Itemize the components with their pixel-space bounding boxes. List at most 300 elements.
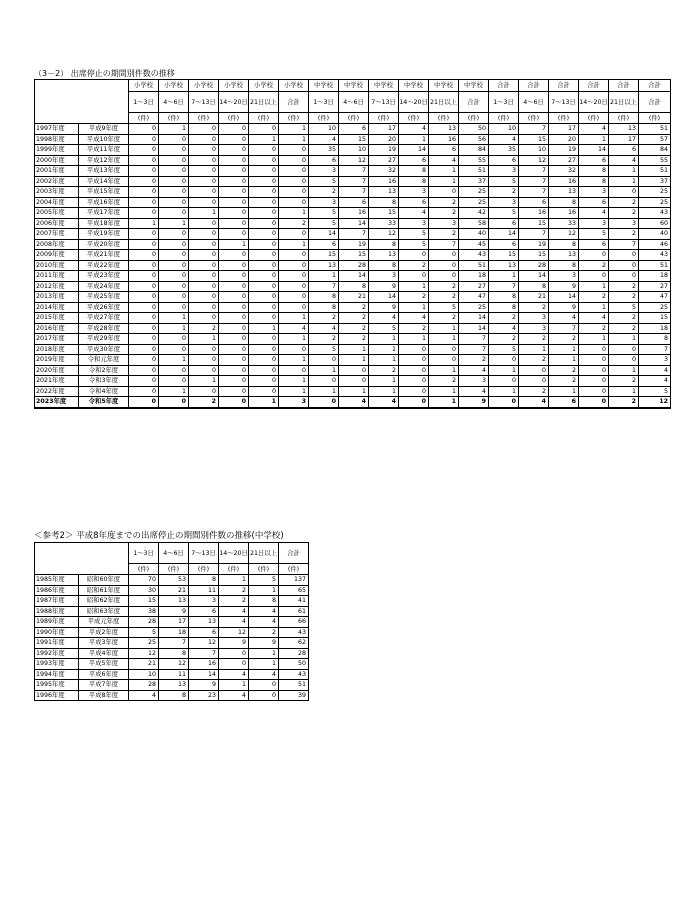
- year-cell: 2020年度: [35, 365, 79, 376]
- school-level-header: 小学校: [219, 80, 249, 92]
- era-cell: 平成24年度: [79, 281, 129, 292]
- school-level-header: 小学校: [159, 80, 189, 92]
- count-cell: 39: [279, 690, 309, 701]
- count-cell: 1: [549, 386, 579, 397]
- year-cell: 2002年度: [35, 176, 79, 187]
- count-cell: 1: [429, 397, 459, 408]
- table-row: [35, 208, 671, 219]
- table-row: [35, 355, 671, 366]
- count-cell: 6: [189, 627, 219, 638]
- count-cell: 1: [369, 334, 399, 345]
- count-cell: 13: [429, 124, 459, 135]
- count-cell: 5: [129, 627, 159, 638]
- count-cell: 0: [399, 344, 429, 355]
- count-cell: 14: [459, 313, 489, 324]
- count-cell: 3: [489, 166, 519, 177]
- year-cell: 2014年度: [35, 302, 79, 313]
- count-cell: 4: [369, 313, 399, 324]
- period-header: 21日以上: [249, 92, 279, 113]
- count-cell: 2: [429, 197, 459, 208]
- count-cell: 3: [639, 355, 671, 366]
- count-cell: 1: [279, 376, 309, 387]
- header-blank: [35, 80, 129, 124]
- count-cell: 50: [459, 124, 489, 135]
- count-cell: 0: [189, 313, 219, 324]
- count-cell: 8: [549, 239, 579, 250]
- count-cell: 0: [429, 344, 459, 355]
- count-cell: 2: [609, 313, 639, 324]
- count-cell: 1: [579, 281, 609, 292]
- count-cell: 0: [189, 124, 219, 135]
- count-cell: 4: [219, 617, 249, 628]
- count-cell: 10: [129, 669, 159, 680]
- count-cell: 14: [399, 145, 429, 156]
- count-cell: 0: [249, 680, 279, 691]
- count-cell: 8: [369, 239, 399, 250]
- count-cell: 0: [219, 134, 249, 145]
- count-cell: 0: [129, 124, 159, 135]
- count-cell: 2: [219, 596, 249, 607]
- era-cell: 平成25年度: [79, 292, 129, 303]
- count-cell: 27: [549, 155, 579, 166]
- count-cell: 0: [249, 166, 279, 177]
- count-cell: 45: [459, 239, 489, 250]
- count-cell: 9: [369, 281, 399, 292]
- table-row: [35, 575, 309, 586]
- count-cell: 6: [579, 239, 609, 250]
- count-cell: 0: [249, 208, 279, 219]
- count-cell: 1: [429, 323, 459, 334]
- count-cell: 4: [219, 669, 249, 680]
- count-cell: 51: [459, 260, 489, 271]
- count-cell: 0: [219, 281, 249, 292]
- count-cell: 2: [399, 292, 429, 303]
- count-cell: 0: [159, 376, 189, 387]
- count-cell: 4: [279, 323, 309, 334]
- count-cell: 7: [609, 239, 639, 250]
- count-cell: 0: [219, 271, 249, 282]
- count-cell: 1: [159, 323, 189, 334]
- table-row: [35, 229, 671, 240]
- unit-header: (件): [249, 564, 279, 575]
- count-cell: 0: [249, 229, 279, 240]
- table-row: [35, 302, 671, 313]
- count-cell: 9: [549, 281, 579, 292]
- era-cell: 平成11年度: [79, 145, 129, 156]
- count-cell: 2: [189, 323, 219, 334]
- count-cell: 58: [459, 218, 489, 229]
- count-cell: 25: [639, 187, 671, 198]
- count-cell: 2: [399, 260, 429, 271]
- count-cell: 0: [579, 376, 609, 387]
- count-cell: 1: [369, 344, 399, 355]
- count-cell: 9: [189, 680, 219, 691]
- count-cell: 53: [159, 575, 189, 586]
- count-cell: 16: [339, 208, 369, 219]
- count-cell: 15: [129, 596, 159, 607]
- table-row: [35, 187, 671, 198]
- count-cell: 1: [249, 134, 279, 145]
- count-cell: 3: [579, 218, 609, 229]
- unit-header: (件): [549, 113, 579, 124]
- count-cell: 20: [369, 134, 399, 145]
- count-cell: 1: [609, 176, 639, 187]
- count-cell: 0: [159, 229, 189, 240]
- count-cell: 0: [279, 176, 309, 187]
- count-cell: 10: [489, 124, 519, 135]
- count-cell: 19: [339, 239, 369, 250]
- count-cell: 0: [129, 134, 159, 145]
- count-cell: 0: [129, 365, 159, 376]
- count-cell: 0: [309, 376, 339, 387]
- year-cell: 2010年度: [35, 260, 79, 271]
- count-cell: 0: [189, 386, 219, 397]
- count-cell: 17: [549, 124, 579, 135]
- count-cell: 7: [159, 638, 189, 649]
- count-cell: 0: [159, 292, 189, 303]
- count-cell: 66: [279, 617, 309, 628]
- count-cell: 25: [639, 197, 671, 208]
- count-cell: 9: [369, 302, 399, 313]
- count-cell: 3: [399, 187, 429, 198]
- count-cell: 5: [639, 386, 671, 397]
- count-cell: 7: [519, 176, 549, 187]
- count-cell: 0: [429, 355, 459, 366]
- count-cell: 0: [219, 659, 249, 670]
- count-cell: 12: [339, 155, 369, 166]
- era-cell: 令和4年度: [79, 386, 129, 397]
- school-level-header: 合計: [549, 80, 579, 92]
- count-cell: 4: [249, 617, 279, 628]
- count-cell: 1: [249, 648, 279, 659]
- school-level-header: 合計: [639, 80, 671, 92]
- count-cell: 7: [339, 229, 369, 240]
- count-cell: 0: [519, 376, 549, 387]
- table-row: [35, 386, 671, 397]
- count-cell: 2: [579, 260, 609, 271]
- count-cell: 37: [639, 176, 671, 187]
- count-cell: 0: [129, 166, 159, 177]
- count-cell: 14: [309, 229, 339, 240]
- unit-header: (件): [159, 113, 189, 124]
- year-cell: 2005年度: [35, 208, 79, 219]
- count-cell: 0: [249, 124, 279, 135]
- count-cell: 2: [549, 334, 579, 345]
- count-cell: 5: [429, 302, 459, 313]
- period-header: 7～13日: [189, 92, 219, 113]
- count-cell: 0: [579, 271, 609, 282]
- count-cell: 7: [519, 229, 549, 240]
- count-cell: 0: [189, 239, 219, 250]
- count-cell: 0: [279, 145, 309, 156]
- count-cell: 5: [309, 218, 339, 229]
- count-cell: 35: [489, 145, 519, 156]
- count-cell: 4: [309, 323, 339, 334]
- count-cell: 0: [189, 250, 219, 261]
- count-cell: 0: [279, 260, 309, 271]
- count-cell: 7: [189, 648, 219, 659]
- count-cell: 0: [219, 145, 249, 156]
- era-cell: 昭和60年度: [79, 575, 129, 586]
- count-cell: 0: [159, 197, 189, 208]
- era-cell: 平成16年度: [79, 197, 129, 208]
- count-cell: 0: [279, 155, 309, 166]
- count-cell: 1: [579, 334, 609, 345]
- count-cell: 2: [609, 397, 639, 408]
- year-cell: 2015年度: [35, 313, 79, 324]
- unit-header: (件): [579, 113, 609, 124]
- count-cell: 2: [429, 376, 459, 387]
- era-cell: 令和2年度: [79, 365, 129, 376]
- count-cell: 0: [189, 281, 219, 292]
- table-row: [35, 680, 309, 691]
- count-cell: 13: [159, 680, 189, 691]
- school-level-header: 中学校: [369, 80, 399, 92]
- count-cell: 4: [249, 669, 279, 680]
- year-cell: 2000年度: [35, 155, 79, 166]
- count-cell: 7: [459, 334, 489, 345]
- count-cell: 25: [459, 187, 489, 198]
- period-header: 1～3日: [129, 92, 159, 113]
- count-cell: 6: [339, 197, 369, 208]
- count-cell: 0: [219, 187, 249, 198]
- count-cell: 0: [249, 218, 279, 229]
- period-header: 7～13日: [549, 92, 579, 113]
- count-cell: 3: [279, 397, 309, 408]
- count-cell: 21: [159, 585, 189, 596]
- count-cell: 12: [159, 659, 189, 670]
- period-header: 14～20日: [399, 92, 429, 113]
- count-cell: 0: [159, 271, 189, 282]
- count-cell: 43: [279, 627, 309, 638]
- count-cell: 55: [459, 155, 489, 166]
- count-cell: 0: [189, 155, 219, 166]
- count-cell: 1: [249, 397, 279, 408]
- count-cell: 47: [459, 292, 489, 303]
- count-cell: 0: [249, 313, 279, 324]
- count-cell: 5: [489, 344, 519, 355]
- count-cell: 9: [249, 638, 279, 649]
- count-cell: 1: [579, 302, 609, 313]
- count-cell: 1: [219, 575, 249, 586]
- count-cell: 17: [159, 617, 189, 628]
- count-cell: 47: [639, 292, 671, 303]
- school-level-header: 合計: [609, 80, 639, 92]
- count-cell: 0: [429, 250, 459, 261]
- count-cell: 23: [189, 690, 219, 701]
- era-cell: 平成19年度: [79, 229, 129, 240]
- unit-header: (件): [399, 113, 429, 124]
- era-cell: 平成2年度: [79, 627, 129, 638]
- count-cell: 8: [309, 302, 339, 313]
- count-cell: 0: [219, 260, 249, 271]
- count-cell: 12: [549, 229, 579, 240]
- count-cell: 2: [579, 323, 609, 334]
- table-row: [35, 292, 671, 303]
- count-cell: 4: [129, 690, 159, 701]
- unit-header: (件): [219, 564, 249, 575]
- count-cell: 18: [159, 627, 189, 638]
- count-cell: 0: [249, 176, 279, 187]
- count-cell: 0: [429, 271, 459, 282]
- count-cell: 0: [159, 208, 189, 219]
- count-cell: 6: [309, 155, 339, 166]
- count-cell: 0: [129, 239, 159, 250]
- year-cell: 2023年度: [35, 397, 79, 408]
- count-cell: 0: [219, 155, 249, 166]
- unit-header: (件): [219, 113, 249, 124]
- count-cell: 8: [159, 690, 189, 701]
- count-cell: 1: [429, 166, 459, 177]
- count-cell: 11: [159, 669, 189, 680]
- count-cell: 12: [519, 155, 549, 166]
- count-cell: 2: [309, 334, 339, 345]
- year-cell: 1993年度: [35, 659, 79, 670]
- count-cell: 0: [189, 229, 219, 240]
- table-row: [35, 124, 671, 135]
- count-cell: 7: [339, 187, 369, 198]
- count-cell: 61: [279, 606, 309, 617]
- period-header: 21日以上: [429, 92, 459, 113]
- count-cell: 1: [549, 344, 579, 355]
- count-cell: 4: [639, 365, 671, 376]
- count-cell: 1: [489, 365, 519, 376]
- count-cell: 0: [309, 397, 339, 408]
- year-cell: 2011年度: [35, 271, 79, 282]
- count-cell: 16: [549, 208, 579, 219]
- count-cell: 0: [219, 250, 249, 261]
- count-cell: 0: [279, 229, 309, 240]
- count-cell: 1: [399, 134, 429, 145]
- count-cell: 43: [639, 208, 671, 219]
- count-cell: 1: [159, 386, 189, 397]
- count-cell: 7: [489, 281, 519, 292]
- year-cell: 2017年度: [35, 334, 79, 345]
- count-cell: 40: [459, 229, 489, 240]
- count-cell: 7: [519, 124, 549, 135]
- count-cell: 9: [459, 397, 489, 408]
- count-cell: 0: [249, 355, 279, 366]
- count-cell: 0: [249, 690, 279, 701]
- count-cell: 27: [639, 281, 671, 292]
- unit-header: (件): [309, 113, 339, 124]
- count-cell: 7: [339, 176, 369, 187]
- table-row: [35, 669, 309, 680]
- count-cell: 51: [639, 260, 671, 271]
- count-cell: 0: [159, 134, 189, 145]
- count-cell: 0: [159, 187, 189, 198]
- count-cell: 0: [249, 344, 279, 355]
- count-cell: 0: [609, 355, 639, 366]
- count-cell: 2: [429, 208, 459, 219]
- count-cell: 0: [129, 250, 159, 261]
- count-cell: 16: [519, 208, 549, 219]
- count-cell: 14: [579, 145, 609, 156]
- count-cell: 0: [249, 302, 279, 313]
- count-cell: 137: [279, 575, 309, 586]
- school-level-header: 中学校: [429, 80, 459, 92]
- count-cell: 1: [309, 386, 339, 397]
- count-cell: 0: [399, 355, 429, 366]
- period-header: 4～6日: [159, 543, 189, 564]
- count-cell: 28: [129, 617, 159, 628]
- school-level-header: 中学校: [459, 80, 489, 92]
- table1-title: （3－2） 出席停止の期間別件数の推移: [34, 69, 175, 78]
- count-cell: 1: [249, 585, 279, 596]
- count-cell: 0: [249, 250, 279, 261]
- era-cell: 平成17年度: [79, 208, 129, 219]
- count-cell: 38: [129, 606, 159, 617]
- count-cell: 7: [639, 344, 671, 355]
- count-cell: 7: [519, 166, 549, 177]
- count-cell: 62: [279, 638, 309, 649]
- count-cell: 6: [579, 155, 609, 166]
- count-cell: 0: [489, 376, 519, 387]
- count-cell: 0: [159, 334, 189, 345]
- period-header: 1～3日: [129, 543, 159, 564]
- era-cell: 平成29年度: [79, 334, 129, 345]
- count-cell: 14: [339, 218, 369, 229]
- count-cell: 6: [189, 606, 219, 617]
- count-cell: 30: [129, 585, 159, 596]
- count-cell: 0: [219, 323, 249, 334]
- count-cell: 0: [249, 292, 279, 303]
- count-cell: 0: [159, 365, 189, 376]
- count-cell: 28: [339, 260, 369, 271]
- count-cell: 2: [519, 334, 549, 345]
- count-cell: 0: [219, 334, 249, 345]
- count-cell: 0: [219, 365, 249, 376]
- count-cell: 2: [219, 585, 249, 596]
- count-cell: 0: [189, 271, 219, 282]
- unit-header: (件): [429, 113, 459, 124]
- unit-header: (件): [609, 113, 639, 124]
- count-cell: 18: [639, 271, 671, 282]
- count-cell: 1: [279, 124, 309, 135]
- count-cell: 57: [639, 134, 671, 145]
- count-cell: 14: [459, 323, 489, 334]
- count-cell: 4: [339, 397, 369, 408]
- count-cell: 2: [519, 302, 549, 313]
- count-cell: 2: [429, 313, 459, 324]
- unit-header: (件): [129, 564, 159, 575]
- table-row: [35, 690, 309, 701]
- count-cell: 28: [129, 680, 159, 691]
- count-cell: 6: [579, 197, 609, 208]
- table-row: [35, 176, 671, 187]
- count-cell: 2: [279, 218, 309, 229]
- count-cell: 7: [549, 323, 579, 334]
- count-cell: 0: [159, 302, 189, 313]
- year-cell: 1997年度: [35, 124, 79, 135]
- count-cell: 4: [309, 134, 339, 145]
- era-cell: 平成7年度: [79, 680, 129, 691]
- count-cell: 0: [129, 292, 159, 303]
- unit-header: (件): [129, 113, 159, 124]
- unit-header: (件): [279, 113, 309, 124]
- count-cell: 0: [129, 313, 159, 324]
- count-cell: 0: [279, 271, 309, 282]
- count-cell: 3: [429, 218, 459, 229]
- count-cell: 0: [339, 365, 369, 376]
- count-cell: 4: [579, 124, 609, 135]
- count-cell: 0: [219, 648, 249, 659]
- count-cell: 0: [189, 134, 219, 145]
- count-cell: 15: [519, 250, 549, 261]
- count-cell: 2: [339, 334, 369, 345]
- count-cell: 2: [609, 197, 639, 208]
- count-cell: 0: [609, 187, 639, 198]
